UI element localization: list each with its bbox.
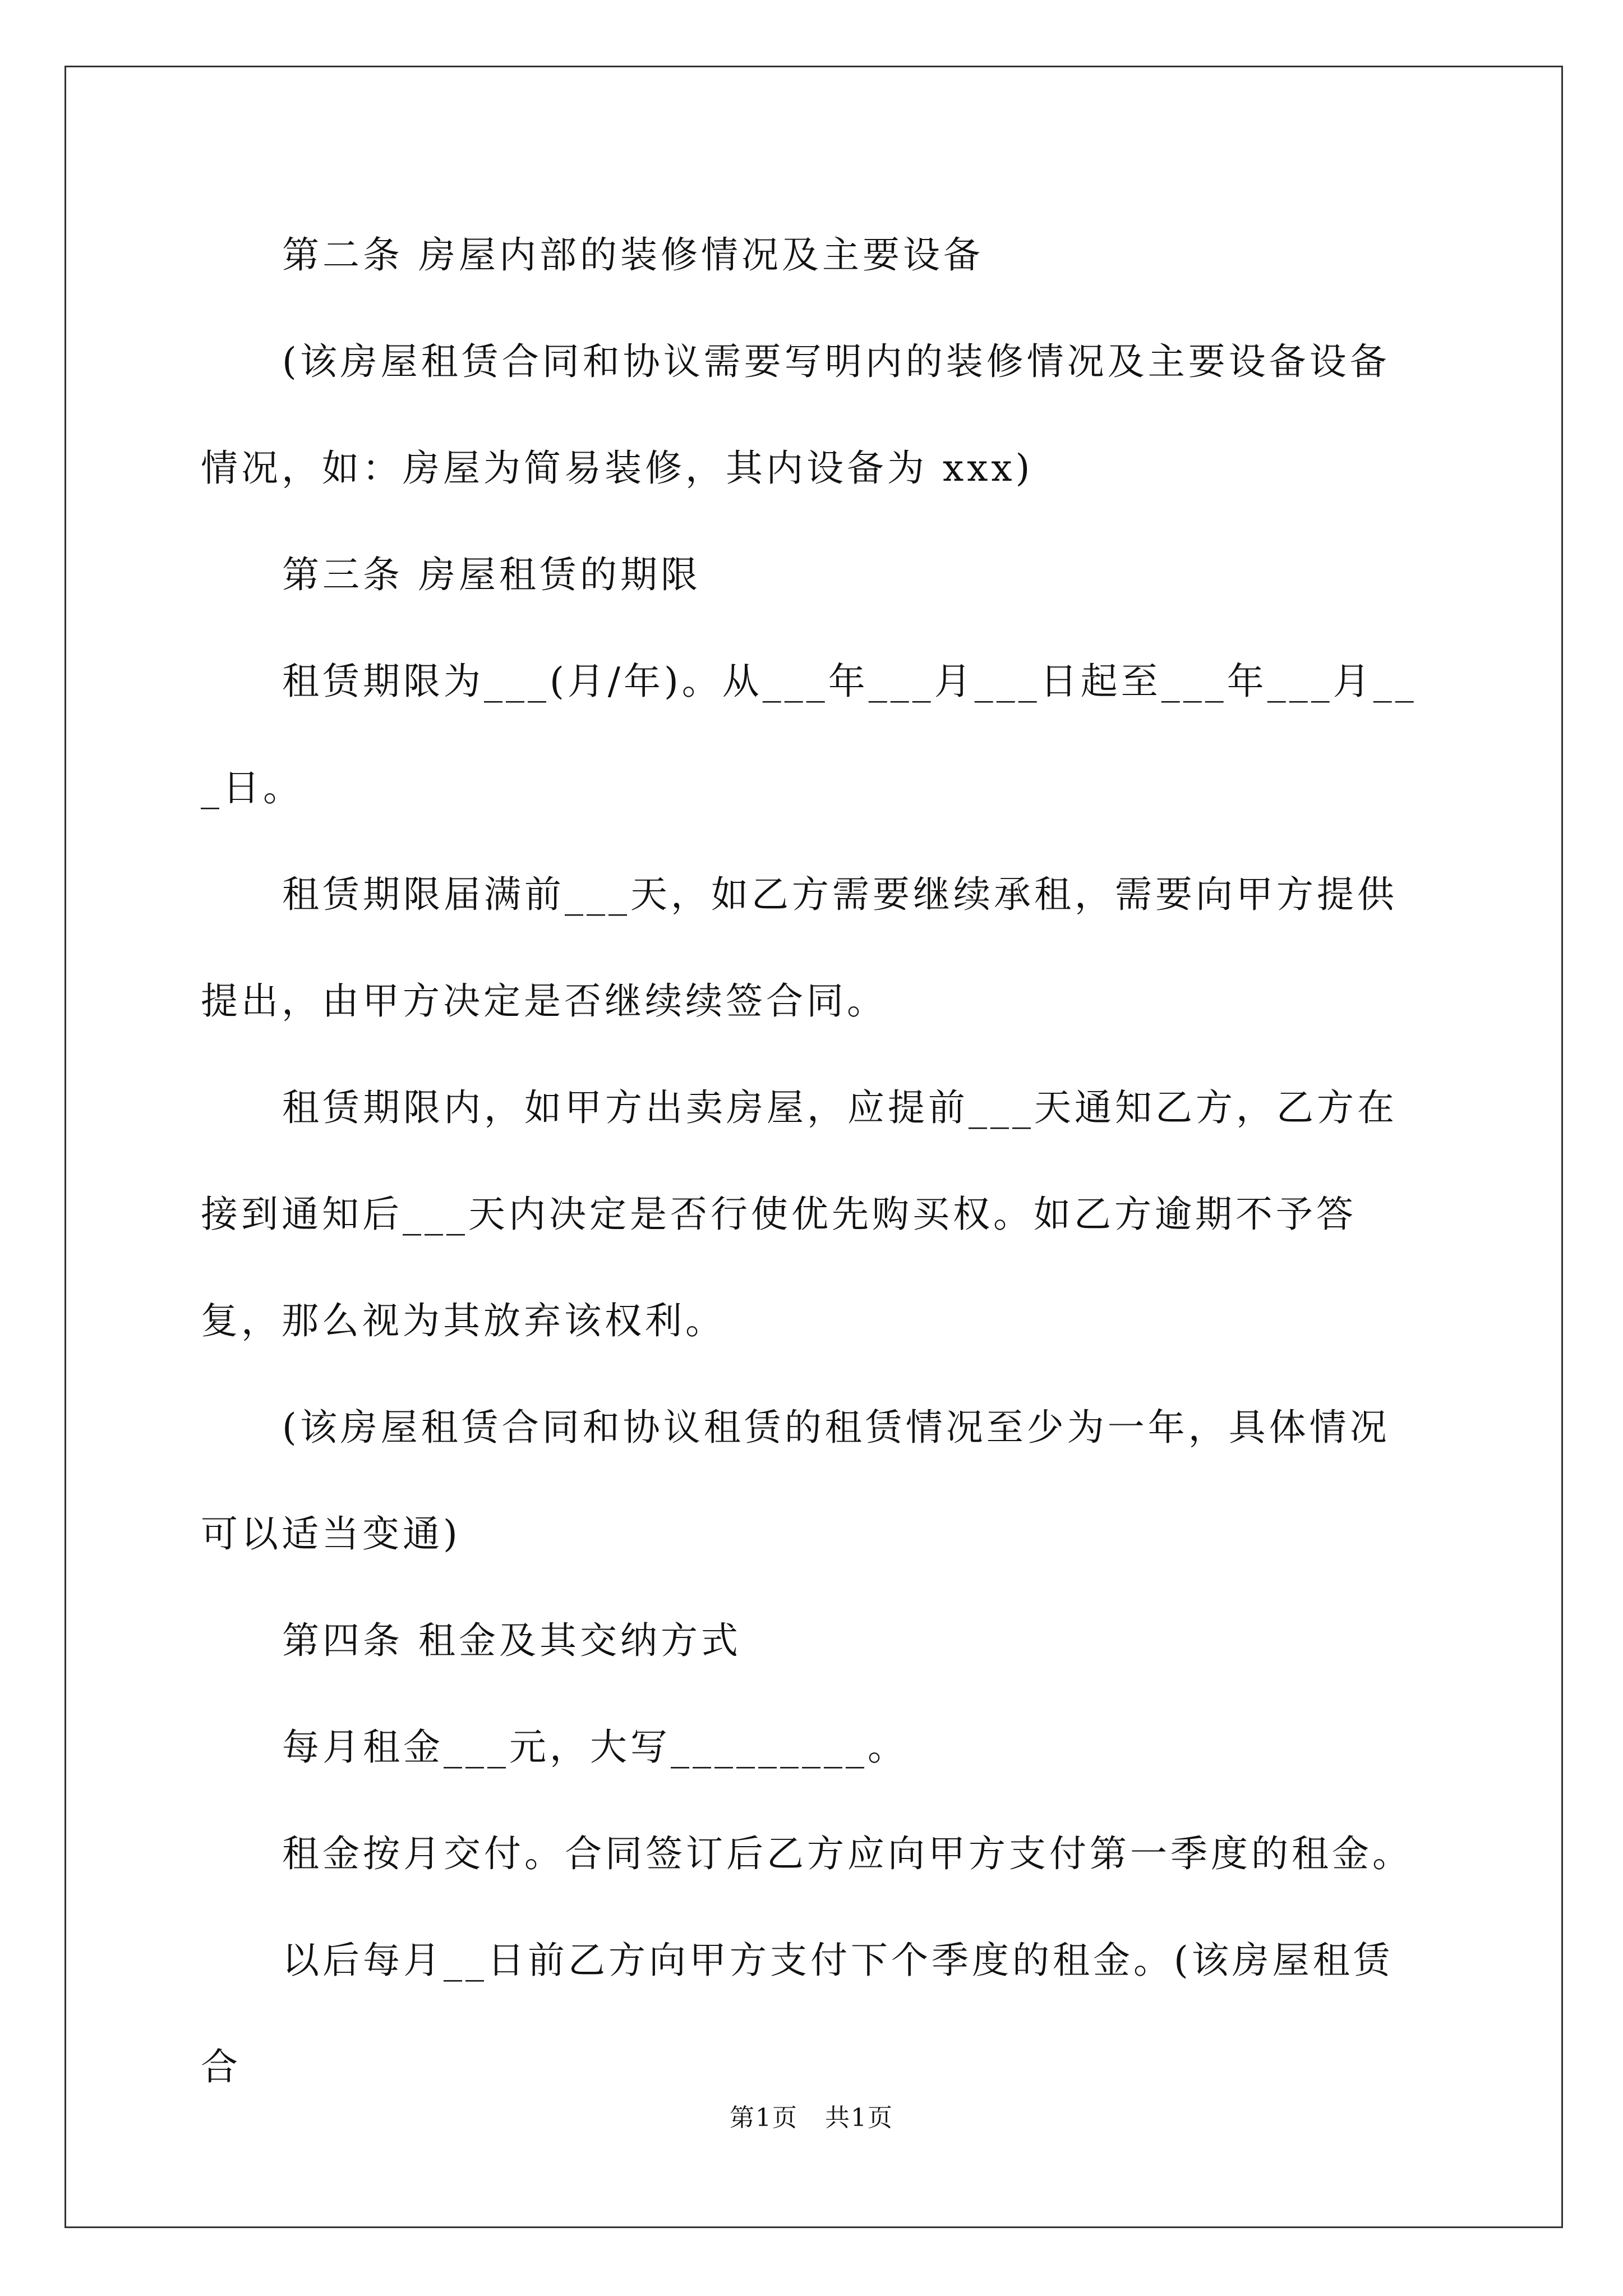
paragraph-monthly-rent: 每月租金___元，大写_________。 <box>282 1726 908 1769</box>
paragraph-decoration-note: (该房屋租赁合同和协议需要写明内的装修情况及主要设备设备情况，如：房屋为简易装修，其内设备为 xxx) <box>201 340 1390 490</box>
paragraph-lease-term: 租赁期限为___(月/年)。从___年___月___日起至___年___月___日。 <box>201 660 1417 809</box>
article-heading-4: 第四条 租金及其交纳方式 <box>282 1619 741 1662</box>
article-heading-3: 第三条 房屋租赁的期限 <box>282 553 701 596</box>
page-total: 共1页 <box>824 2104 893 2132</box>
paragraph-payment-schedule: 以后每月__日前乙方向甲方支付下个季度的租金。(该房屋租赁合 <box>201 1939 1394 2088</box>
article-heading-2: 第二条 房屋内部的装修情况及主要设备 <box>282 233 984 277</box>
paragraph-preemptive-right: 租赁期限内，如甲方出卖房屋，应提前___天通知乙方，乙方在接到通知后___天内决定是否行使优先购买权。如乙方逾期不予答复，那么视为其放弃该权利。 <box>201 1086 1398 1342</box>
document-body <box>201 202 1429 2120</box>
page-number: 第1页 <box>730 2104 799 2132</box>
page-footer <box>0 2101 1623 2135</box>
paragraph-term-note: (该房屋租赁合同和协议租赁的租赁情况至少为一年，具体情况可以适当变通) <box>201 1406 1390 1556</box>
paragraph-renewal: 租赁期限届满前___天，如乙方需要继续承租，需要向甲方提供提出，由甲方决定是否继续续签合同。 <box>201 873 1398 1023</box>
paragraph-payment: 租金按月交付。合同签订后乙方应向甲方支付第一季度的租金。 <box>282 1832 1413 1875</box>
